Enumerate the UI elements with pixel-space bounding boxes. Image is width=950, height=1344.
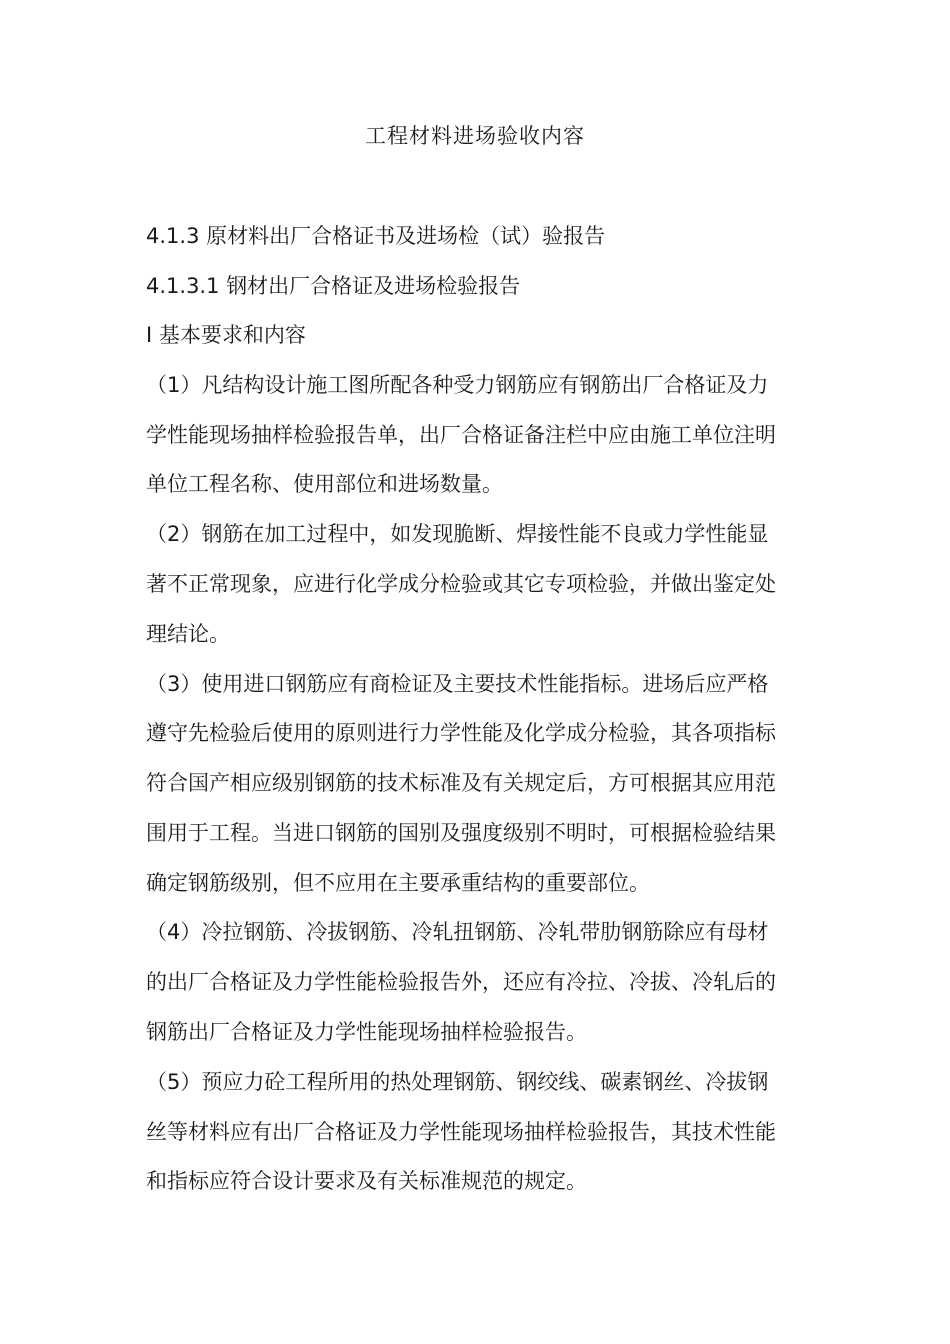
paragraph-3-line-4: 围用于工程。当进口钢筋的国别及强度级别不明时，可根据检验结果	[146, 821, 776, 845]
paragraph-2-line-1: （2）钢筋在加工过程中，如发现脆断、焊接性能不良或力学性能显	[146, 522, 769, 546]
section-heading-4-1-3: 4.1.3 原材料出厂合格证书及进场检（试）验报告	[146, 224, 606, 248]
paragraph-2-line-2: 著不正常现象，应进行化学成分检验或其它专项检验，并做出鉴定处	[146, 572, 776, 596]
paragraph-5-line-1: （5）预应力砼工程所用的热处理钢筋、钢绞线、碳素钢丝、冷拔钢	[146, 1070, 769, 1094]
part-heading-basic-requirements: Ⅰ 基本要求和内容	[146, 323, 306, 347]
subsection-heading-4-1-3-1: 4.1.3.1 钢材出厂合格证及进场检验报告	[146, 274, 521, 298]
paragraph-3-line-3: 符合国产相应级别钢筋的技术标准及有关规定后，方可根据其应用范	[146, 771, 776, 795]
paragraph-4-line-3: 钢筋出厂合格证及力学性能现场抽样检验报告。	[146, 1020, 587, 1044]
paragraph-5-line-2: 丝等材料应有出厂合格证及力学性能现场抽样检验报告，其技术性能	[146, 1120, 776, 1144]
paragraph-4-line-2: 的出厂合格证及力学性能检验报告外，还应有冷拉、冷拔、冷轧后的	[146, 970, 776, 994]
paragraph-1-line-2: 学性能现场抽样检验报告单，出厂合格证备注栏中应由施工单位注明	[146, 423, 776, 447]
document-title: 工程材料进场验收内容	[365, 124, 585, 148]
paragraph-2-line-3: 理结论。	[146, 622, 230, 646]
paragraph-3-line-2: 遵守先检验后使用的原则进行力学性能及化学成分检验，其各项指标	[146, 721, 776, 745]
paragraph-4-line-1: （4）冷拉钢筋、冷拔钢筋、冷轧扭钢筋、冷轧带肋钢筋除应有母材	[146, 920, 769, 944]
paragraph-1-line-3: 单位工程名称、使用部位和进场数量。	[146, 472, 503, 496]
paragraph-5-line-3: 和指标应符合设计要求及有关标准规范的规定。	[146, 1169, 587, 1193]
paragraph-1-line-1: （1）凡结构设计施工图所配各种受力钢筋应有钢筋出厂合格证及力	[146, 373, 769, 397]
paragraph-3-line-1: （3）使用进口钢筋应有商检证及主要技术性能指标。进场后应严格	[146, 672, 769, 696]
paragraph-3-line-5: 确定钢筋级别，但不应用在主要承重结构的重要部位。	[146, 871, 650, 895]
